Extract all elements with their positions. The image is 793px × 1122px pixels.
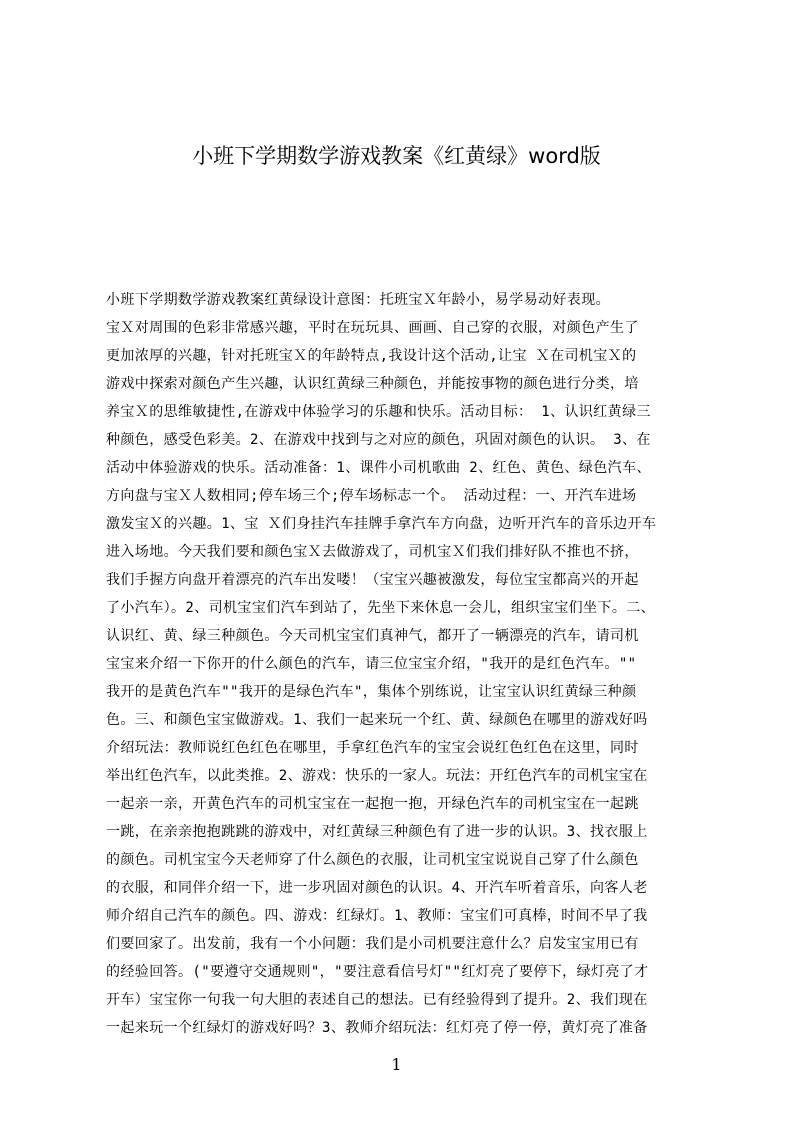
body-line: 小班下学期数学游戏教案红黄绿设计意图：托班宝Ｘ年龄小，易学易动好表现。 <box>106 292 610 308</box>
body-line: 游戏中探索对颜色产生兴趣，认识红黄绿三种颜色，并能按事物的颜色进行分类，培 <box>106 376 639 392</box>
body-line: 一起亲一亲，开黄色汽车的司机宝宝在一起抱一抱，开绿色汽车的司机宝宝在一起跳 <box>106 796 639 812</box>
body-line: 举出红色汽车，以此类推。2、游戏：快乐的一家人。玩法：开红色汽车的司机宝宝在 <box>106 768 648 784</box>
body-line: 色。三、和颜色宝宝做游戏。1、我们一起来玩一个红、黄、绿颜色在哪里的游戏好吗 <box>106 712 648 728</box>
body-line: 方向盘与宝Ｘ人数相同;停车场三个;停车场标志一个。 活动过程：一、开汽车进场 <box>106 488 637 504</box>
body-line: 我开的是黄色汽车""我开的是绿色汽车"，集体个别练说，让宝宝认识红黄绿三种颜 <box>106 684 637 700</box>
body-line: 师介绍自己汽车的颜色。四、游戏：红绿灯。1、教师：宝宝们可真棒，时间不早了我 <box>106 908 648 924</box>
body-line: 一起来玩一个红绿灯的游戏好吗？3、教师介绍玩法：红灯亮了停一停，黄灯亮了准备 <box>106 1020 648 1036</box>
body-line: 的颜色。司机宝宝今天老师穿了什么颜色的衣服，让司机宝宝说说自己穿了什么颜色 <box>106 852 639 868</box>
document-title: 小班下学期数学游戏教案《红黄绿》word版 <box>192 144 601 168</box>
body-line: 一跳，在亲亲抱抱跳跳的游戏中，对红黄绿三种颜色有了进一步的认识。3、找衣服上 <box>106 824 648 840</box>
page-number: 1 <box>391 1055 402 1074</box>
body-line: 们要回家了。出发前，我有一个小问题：我们是小司机要注意什么？启发宝宝用已有 <box>106 936 639 952</box>
body-line: 种颜色，感受色彩美。2、在游戏中找到与之对应的颜色，巩固对颜色的认识。 3、在 <box>106 432 651 448</box>
body-line: 活动中体验游戏的快乐。活动准备：1、课件小司机歌曲 2、红色、黄色、绿色汽车、 <box>106 460 651 476</box>
body-line: 介绍玩法：教师说红色红色在哪里，手拿红色汽车的宝宝会说红色红色在这里，同时 <box>106 740 639 756</box>
body-line: 我们手握方向盘开着漂亮的汽车出发喽！（宝宝兴趣被激发，每位宝宝都高兴的开起 <box>106 572 639 588</box>
document-body <box>106 286 698 1042</box>
body-line: 了小汽车）。2、司机宝宝们汽车到站了，先坐下来休息一会儿，组织宝宝们坐下。二、 <box>106 600 656 616</box>
body-line: 养宝Ｘ的思维敏捷性,在游戏中体验学习的乐趣和快乐。活动目标： 1、认识红黄绿三 <box>106 404 651 420</box>
body-line: 宝宝来介绍一下你开的什么颜色的汽车，请三位宝宝介绍，"我开的是红色汽车。"" <box>106 656 637 672</box>
body-line: 宝Ｘ对周围的色彩非常感兴趣，平时在玩玩具、画画、自己穿的衣服，对颜色产生了 <box>106 320 639 336</box>
body-line: 的衣服，和同伴介绍一下，进一步巩固对颜色的认识。4、开汽车听着音乐，向客人老 <box>106 880 648 896</box>
body-line: 的经验回答。("要遵守交通规则"，"要注意看信号灯""红灯亮了要停下，绿灯亮了才 <box>106 964 649 980</box>
body-line: 认识红、黄、绿三种颜色。今天司机宝宝们真神气，都开了一辆漂亮的汽车，请司机 <box>106 628 639 644</box>
body-line: 激发宝Ｘ的兴趣。1、宝 Ｘ们身挂汽车挂牌手拿汽车方向盘，边听开汽车的音乐边开车 <box>106 516 657 532</box>
body-line: 开车）宝宝你一句我一句大胆的表述自己的想法。已有经验得到了提升。2、我们现在 <box>106 992 648 1008</box>
body-line: 更加浓厚的兴趣，针对托班宝Ｘ的年龄特点,我设计这个活动,让宝 Ｘ在司机宝Ｘ的 <box>106 348 637 364</box>
body-line: 进入场地。今天我们要和颜色宝Ｘ去做游戏了，司机宝Ｘ们我们排好队不推也不挤， <box>106 544 639 560</box>
